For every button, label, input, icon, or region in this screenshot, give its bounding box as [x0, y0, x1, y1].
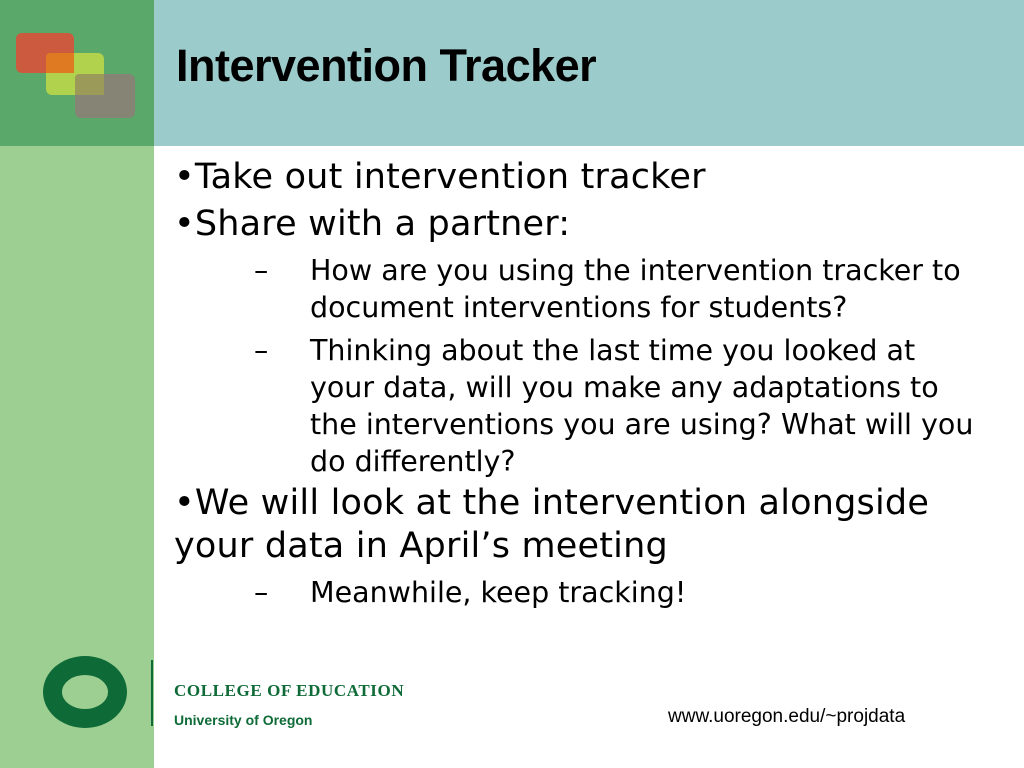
logo-divider: [151, 660, 153, 726]
sub-bullet-text: How are you using the intervention tracker to document interventions for students?: [310, 254, 961, 324]
bullet-item: [174, 482, 994, 568]
dash-marker: –: [254, 254, 269, 287]
oregon-o-logo-icon: [43, 656, 127, 728]
sub-bullet-item: [174, 252, 976, 326]
overlap-olive-icon: [75, 74, 104, 95]
sub-bullet-item: [174, 574, 976, 611]
sub-bullet-item: [174, 332, 976, 480]
slide-title: Intervention Tracker: [176, 40, 597, 91]
bullet-text: Share with a partner:: [194, 204, 571, 244]
dash-marker: –: [254, 576, 269, 609]
bullet-marker: •: [174, 157, 195, 197]
bullet-item: [174, 156, 994, 199]
university-name: University of Oregon: [174, 712, 313, 728]
bullet-item: [174, 203, 994, 246]
overlap-orange-icon: [46, 53, 74, 73]
bullet-marker: •: [174, 483, 195, 523]
bullet-marker: •: [174, 204, 195, 244]
bullet-text: Take out intervention tracker: [194, 157, 706, 197]
dash-marker: –: [254, 334, 269, 367]
website-url: www.uoregon.edu/~projdata: [668, 706, 906, 727]
slide-content: [174, 156, 994, 613]
bullet-text: We will look at the intervention alongside your data in April’s meeting: [174, 483, 930, 566]
sub-bullet-text: Thinking about the last time you looked at your data, will you make any adaptations to the interventions you are using? What will you do differently?: [310, 334, 974, 478]
sub-bullet-text: Meanwhile, keep tracking!: [310, 576, 687, 609]
college-name: COLLEGE OF EDUCATION: [174, 681, 405, 700]
